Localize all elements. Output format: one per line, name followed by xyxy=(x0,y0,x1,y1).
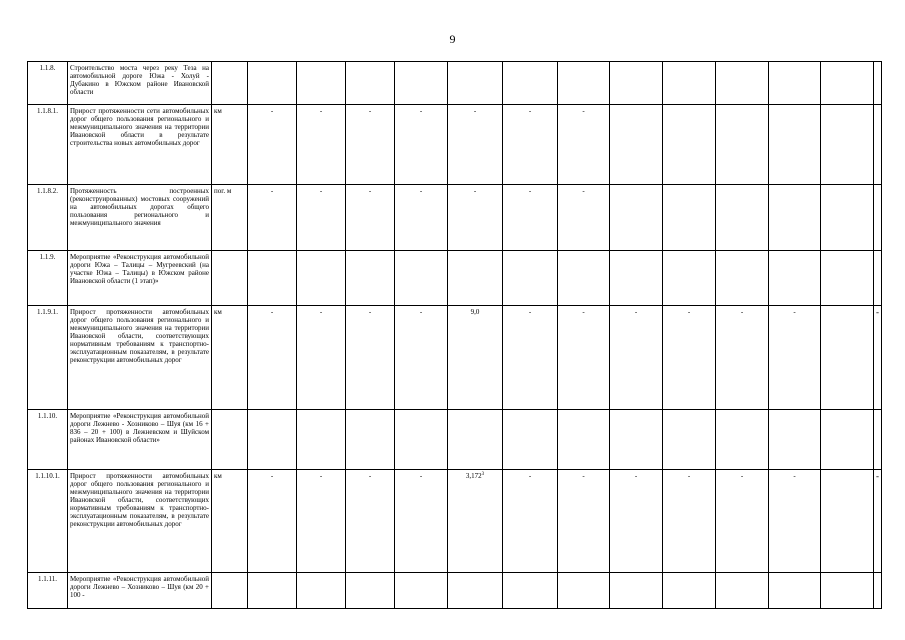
value-cell xyxy=(821,573,874,609)
value-cell xyxy=(610,62,663,105)
value-text: - xyxy=(582,107,585,115)
value-cell xyxy=(346,62,395,105)
value-cell xyxy=(558,185,610,251)
value-text: - xyxy=(740,472,744,480)
last-column-cell xyxy=(874,410,882,470)
value-cell xyxy=(716,62,769,105)
value-cell xyxy=(716,306,769,410)
value-cell xyxy=(346,251,395,306)
value-text: - xyxy=(319,107,323,115)
value-text: - xyxy=(528,472,532,480)
row-unit xyxy=(212,251,248,306)
value-cell xyxy=(558,306,610,410)
value-cell xyxy=(297,251,346,306)
value-text: - xyxy=(582,308,585,316)
value-cell xyxy=(395,251,448,306)
row-unit xyxy=(212,410,248,470)
value-text: 9,0 xyxy=(470,308,480,316)
value-text: - xyxy=(419,107,423,115)
row-description: Прирост протяженности сети автомобильных дорог общего пользования регионального и межмуниципального значения на территории Ивановской области в результате строительства новых автомобильных дорог xyxy=(68,105,212,185)
value-text: - xyxy=(419,308,423,316)
value-cell xyxy=(448,185,503,251)
value-cell xyxy=(297,185,346,251)
row-number: 1.1.10.1. xyxy=(28,470,68,573)
value-cell xyxy=(248,306,297,410)
row-number: 1.1.8. xyxy=(28,62,68,105)
value-cell xyxy=(395,185,448,251)
value-cell xyxy=(821,410,874,470)
value-text: - xyxy=(419,187,423,195)
table-row xyxy=(28,105,882,185)
value-cell xyxy=(248,251,297,306)
value-cell xyxy=(610,251,663,306)
value-cell xyxy=(821,470,874,573)
row-description: Мероприятие «Реконструкция автомобильной дороги Лежнево - Хозниково – Шуя (км 16 + 836 – 20 + 100) в Лежневском и Шуйском районах Ивановской области» xyxy=(68,410,212,470)
value-cell xyxy=(610,410,663,470)
value-cell xyxy=(503,470,558,573)
value-text: - xyxy=(528,308,532,316)
value-text: - xyxy=(740,308,744,316)
value-text: - xyxy=(793,308,796,316)
value-cell xyxy=(503,573,558,609)
row-description: Мероприятие «Реконструкция автомобильной дороги Южа – Талицы – Мугреевский (на участке Южа – Талицы) в Южском районе Ивановской области (1 этап)» xyxy=(68,251,212,306)
value-text: - xyxy=(528,107,532,115)
table-row xyxy=(28,410,882,470)
value-cell xyxy=(610,470,663,573)
value-cell xyxy=(716,105,769,185)
value-text: - xyxy=(319,187,323,195)
value-cell xyxy=(716,251,769,306)
last-column-cell: - xyxy=(874,470,882,573)
value-cell xyxy=(503,105,558,185)
value-cell xyxy=(769,470,821,573)
value-text: 3,172 xyxy=(465,472,482,480)
value-cell xyxy=(716,573,769,609)
value-text: - xyxy=(368,472,372,480)
row-unit xyxy=(212,573,248,609)
value-cell xyxy=(716,410,769,470)
value-cell xyxy=(346,185,395,251)
value-cell xyxy=(346,573,395,609)
value-cell xyxy=(448,410,503,470)
value-cell xyxy=(821,306,874,410)
value-cell xyxy=(663,185,716,251)
value-cell xyxy=(663,470,716,573)
value-cell xyxy=(448,470,503,573)
value-cell xyxy=(448,306,503,410)
value-cell xyxy=(558,470,610,573)
value-cell xyxy=(395,306,448,410)
value-cell xyxy=(248,410,297,470)
row-number: 1.1.9. xyxy=(28,251,68,306)
last-column-cell xyxy=(874,573,882,609)
value-cell xyxy=(558,573,610,609)
value-cell xyxy=(297,573,346,609)
value-cell xyxy=(297,105,346,185)
value-cell xyxy=(297,306,346,410)
value-text: - xyxy=(793,472,796,480)
value-text: - xyxy=(687,472,691,480)
value-text: - xyxy=(582,187,585,195)
value-text: - xyxy=(419,472,423,480)
row-unit: км xyxy=(212,306,248,410)
table-row xyxy=(28,470,882,573)
value-cell xyxy=(346,306,395,410)
value-text: - xyxy=(319,308,323,316)
row-unit: пог. м xyxy=(212,185,248,251)
value-cell xyxy=(716,470,769,573)
value-cell xyxy=(448,573,503,609)
value-cell xyxy=(297,62,346,105)
value-text: - xyxy=(473,187,477,195)
value-text: - xyxy=(270,107,274,115)
row-number: 1.1.10. xyxy=(28,410,68,470)
value-text: - xyxy=(368,187,372,195)
row-number: 1.1.8.1. xyxy=(28,105,68,185)
value-text: - xyxy=(528,187,532,195)
value-cell xyxy=(503,410,558,470)
value-cell xyxy=(346,410,395,470)
value-cell xyxy=(663,573,716,609)
value-cell xyxy=(821,251,874,306)
value-cell xyxy=(821,185,874,251)
value-cell xyxy=(248,105,297,185)
value-cell xyxy=(769,251,821,306)
value-text: - xyxy=(634,308,638,316)
value-cell xyxy=(346,470,395,573)
row-unit xyxy=(212,62,248,105)
value-text: - xyxy=(319,472,323,480)
value-cell xyxy=(248,62,297,105)
indicators-table xyxy=(27,61,882,609)
value-cell xyxy=(558,251,610,306)
last-column-cell: - xyxy=(874,306,882,410)
value-cell xyxy=(395,573,448,609)
row-unit: км xyxy=(212,105,248,185)
value-text: - xyxy=(473,107,477,115)
last-column-cell xyxy=(874,105,882,185)
row-number: 1.1.11. xyxy=(28,573,68,609)
table-row xyxy=(28,306,882,410)
value-cell xyxy=(663,306,716,410)
value-cell xyxy=(769,105,821,185)
value-cell xyxy=(821,105,874,185)
value-cell xyxy=(610,105,663,185)
value-cell xyxy=(395,410,448,470)
row-description: Мероприятие «Реконструкция автомобильной дороги Лежнево – Хозниково – Шуя (км 20 + 100 - xyxy=(68,573,212,609)
row-number: 1.1.9.1. xyxy=(28,306,68,410)
value-cell xyxy=(821,62,874,105)
value-cell xyxy=(297,410,346,470)
value-cell xyxy=(503,306,558,410)
value-text: - xyxy=(634,472,638,480)
last-column-cell xyxy=(874,185,882,251)
value-cell xyxy=(663,62,716,105)
value-cell xyxy=(448,251,503,306)
value-cell xyxy=(558,410,610,470)
value-cell xyxy=(769,306,821,410)
row-unit: км xyxy=(212,470,248,573)
value-cell xyxy=(346,105,395,185)
value-cell xyxy=(610,185,663,251)
value-cell xyxy=(395,105,448,185)
value-text: - xyxy=(270,308,274,316)
table-row xyxy=(28,185,882,251)
page-number: 9 xyxy=(449,32,456,46)
value-cell xyxy=(663,410,716,470)
value-text: - xyxy=(687,308,691,316)
value-cell xyxy=(558,105,610,185)
value-cell xyxy=(448,62,503,105)
value-cell xyxy=(297,470,346,573)
value-text: - xyxy=(270,472,274,480)
value-cell xyxy=(248,185,297,251)
last-column-cell xyxy=(874,62,882,105)
table-row xyxy=(28,573,882,609)
value-cell xyxy=(769,62,821,105)
row-description: Строительство моста через реку Теза на автомобильной дороге Южа - Холуй - Дубакино в Южском районе Ивановской области xyxy=(68,62,212,105)
value-cell xyxy=(769,410,821,470)
table-row xyxy=(28,251,882,306)
value-cell xyxy=(395,62,448,105)
table-row xyxy=(28,62,882,105)
row-description: Протяженность построенных (реконструированных) мостовых сооружений на автомобильных дорогах общего пользования регионального и межмуниципального значения xyxy=(68,185,212,251)
value-cell xyxy=(769,185,821,251)
row-description: Прирост протяженности автомобильных дорог общего пользования регионального и межмуниципального значения на территории Ивановской области, соответствующих нормативным требованиям к транспортно-эксплуатационным показателям, в результате реконструкции автомобильных дорог xyxy=(68,306,212,410)
row-number: 1.1.8.2. xyxy=(28,185,68,251)
value-cell xyxy=(558,62,610,105)
value-text: - xyxy=(368,107,372,115)
value-text: - xyxy=(582,472,585,480)
value-cell xyxy=(503,62,558,105)
value-cell xyxy=(663,105,716,185)
value-cell xyxy=(248,470,297,573)
value-cell xyxy=(610,573,663,609)
value-cell xyxy=(448,105,503,185)
value-text: - xyxy=(270,187,274,195)
value-cell xyxy=(716,185,769,251)
value-cell xyxy=(248,573,297,609)
value-cell xyxy=(663,251,716,306)
row-description: Прирост протяженности автомобильных дорог общего пользования регионального и межмуниципального значения на территории Ивановской области, соответствующих нормативным требованиям к транспортно-эксплуатационным показателям, в результате реконструкции автомобильных дорог xyxy=(68,470,212,573)
footnote-marker: 3 xyxy=(481,472,485,477)
value-cell xyxy=(395,470,448,573)
last-column-cell xyxy=(874,251,882,306)
value-cell xyxy=(610,306,663,410)
value-cell xyxy=(503,185,558,251)
value-cell xyxy=(503,251,558,306)
value-cell xyxy=(769,573,821,609)
value-text: - xyxy=(368,308,372,316)
